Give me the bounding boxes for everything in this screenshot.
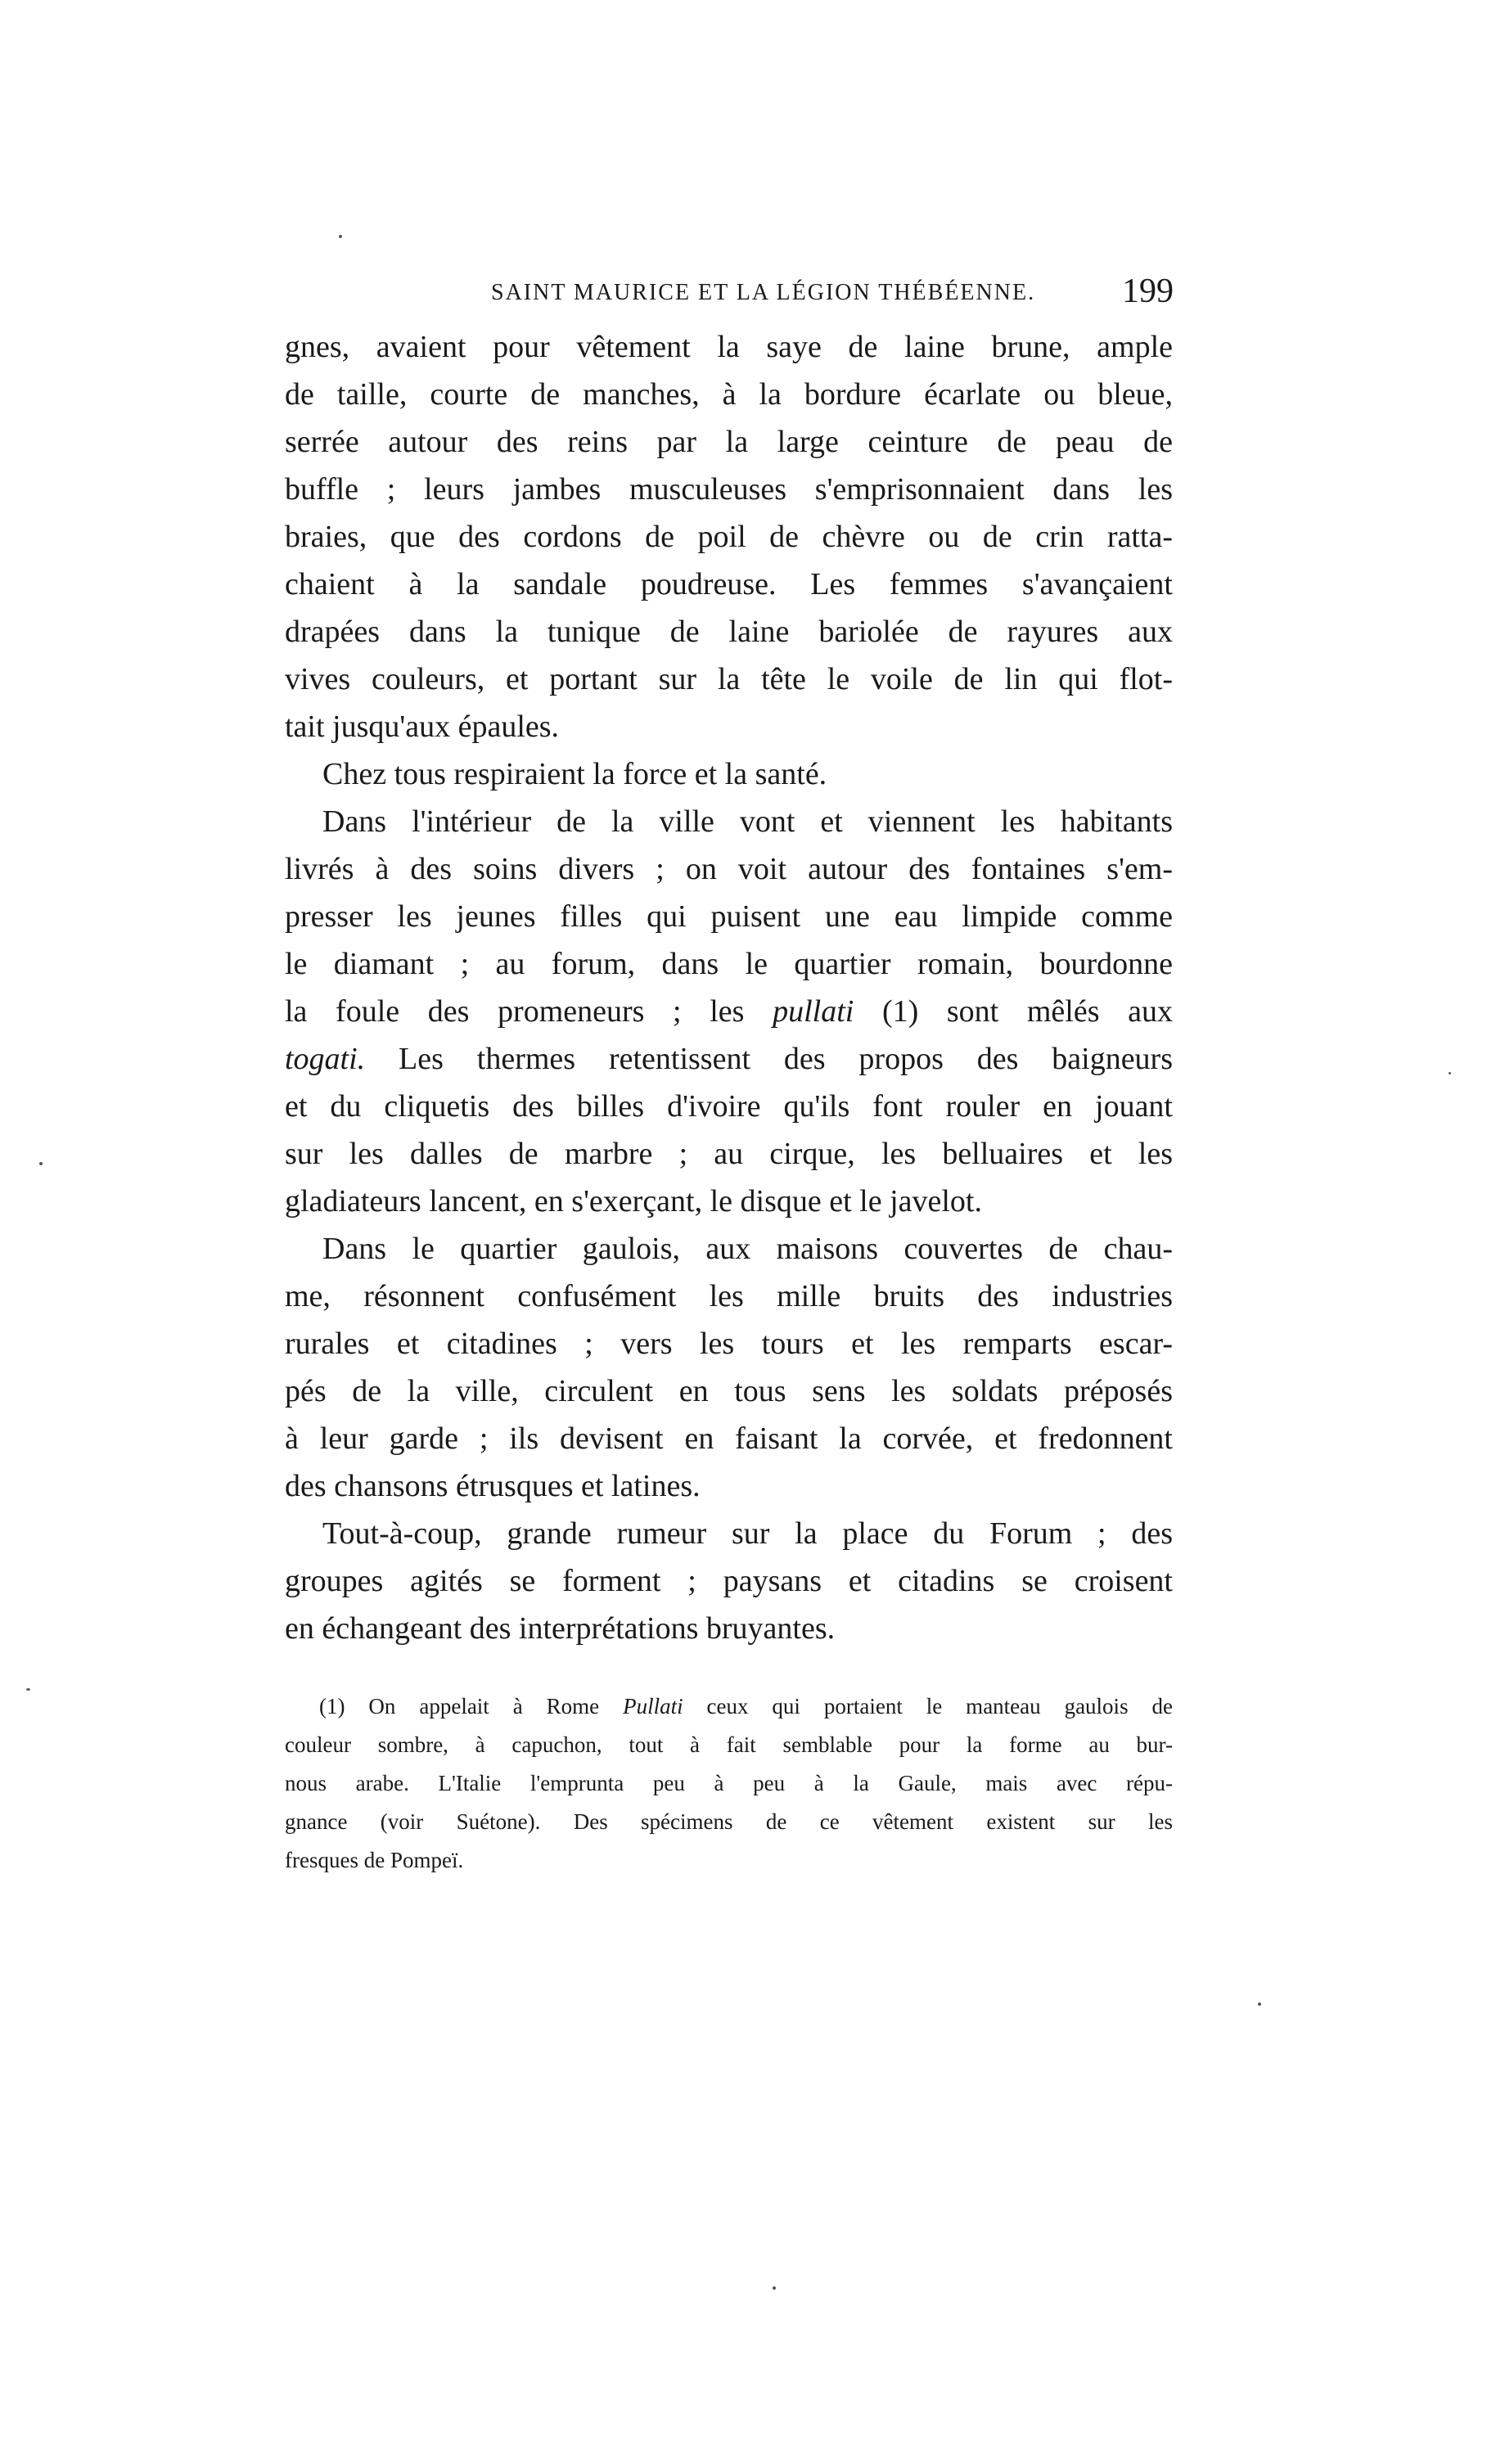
text-line: me, résonnent confusément les mille bruits des industries <box>285 1279 1173 1313</box>
running-title: SAINT MAURICE ET LA LÉGION THÉBÉENNE. <box>491 280 1036 305</box>
text-segment: ceux qui portaient le manteau gaulois de <box>683 1694 1173 1718</box>
text-line: gnes, avaient pour vêtement la saye de laine brune, ample <box>285 330 1173 364</box>
text-line: groupes agités se forment ; paysans et citadins se croisent <box>285 1564 1173 1598</box>
paper-speck <box>1258 2002 1261 2006</box>
italic-term: Pullati <box>623 1694 683 1718</box>
text-segment: (1) sont mêlés aux <box>854 994 1174 1029</box>
text-line: Dans le quartier gaulois, aux maisons couvertes de chau- <box>322 1232 1173 1266</box>
text-line: gladiateurs lancent, en s'exerçant, le disque et le javelot. <box>285 1184 982 1218</box>
italic-term: pullati <box>773 994 854 1029</box>
text-segment: la foule des promeneurs ; les <box>285 994 773 1029</box>
text-line: buffle ; leurs jambes musculeuses s'emprisonnaient dans les <box>285 472 1173 507</box>
footnote-line <box>285 1687 1173 1726</box>
text-line: braies, que des cordons de poil de chèvre ou de crin ratta- <box>285 520 1173 554</box>
text-line: rurales et citadines ; vers les tours et les remparts escar- <box>285 1327 1173 1361</box>
text-line <box>285 1035 1173 1083</box>
footnote-line: fresques de Pompeï. <box>285 1848 464 1872</box>
text-line: et du cliquetis des billes d'ivoire qu'ils font rouler en jouant <box>285 1089 1173 1124</box>
text-line: le diamant ; au forum, dans le quartier romain, bourdonne <box>285 947 1173 981</box>
text-line: des chansons étrusques et latines. <box>285 1469 701 1503</box>
text-segment: Les thermes retentissent des propos des baigneurs <box>365 1042 1173 1076</box>
running-head <box>491 273 1174 310</box>
text-line: serrée autour des reins par la large ceinture de peau de <box>285 425 1173 459</box>
text-line: en échangeant des interprétations bruyantes. <box>285 1611 836 1646</box>
text-line: de taille, courte de manches, à la bordure écarlate ou bleue, <box>285 377 1173 412</box>
text-line: vives couleurs, et portant sur la tête le voile de lin qui flot- <box>285 662 1173 696</box>
text-segment: (1) On appelait à Rome <box>319 1694 624 1718</box>
paper-speck <box>39 1162 43 1165</box>
text-line: chaient à la sandale poudreuse. Les femmes s'avançaient <box>285 567 1173 601</box>
paper-speck <box>773 2286 776 2290</box>
paper-speck <box>339 235 342 238</box>
text-line: drapées dans la tunique de laine bariolée de rayures aux <box>285 615 1173 649</box>
paper-speck <box>26 1688 30 1691</box>
text-line: tait jusqu'aux épaules. <box>285 709 560 744</box>
text-line: presser les jeunes filles qui puisent une eau limpide comme <box>285 899 1173 934</box>
footnote-line: couleur sombre, à capuchon, tout à fait semblable pour la forme au bur- <box>285 1732 1173 1757</box>
text-line: Dans l'intérieur de la ville vont et viennent les habitants <box>322 804 1173 839</box>
text-line: sur les dalles de marbre ; au cirque, les belluaires et les <box>285 1137 1173 1171</box>
text-line: livrés à des soins divers ; on voit autour des fontaines s'em- <box>285 852 1173 886</box>
footnote <box>285 1687 1173 1880</box>
body-text <box>285 323 1173 1652</box>
text-line <box>285 988 1173 1035</box>
text-line: pés de la ville, circulent en tous sens les soldats préposés <box>285 1374 1173 1408</box>
text-line: Tout-à-coup, grande rumeur sur la place du Forum ; des <box>322 1516 1173 1551</box>
footnote-line: nous arabe. L'Italie l'emprunta peu à peu à la Gaule, mais avec répu- <box>285 1771 1173 1795</box>
page-number: 199 <box>1122 273 1174 310</box>
text-line: Chez tous respiraient la force et la santé. <box>322 757 827 791</box>
text-line: à leur garde ; ils devisent en faisant la corvée, et fredonnent <box>285 1421 1173 1456</box>
footnote-line: gnance (voir Suétone). Des spécimens de ce vêtement existent sur les <box>285 1809 1173 1834</box>
italic-term: togati. <box>285 1042 366 1076</box>
paper-speck <box>1449 1072 1451 1074</box>
